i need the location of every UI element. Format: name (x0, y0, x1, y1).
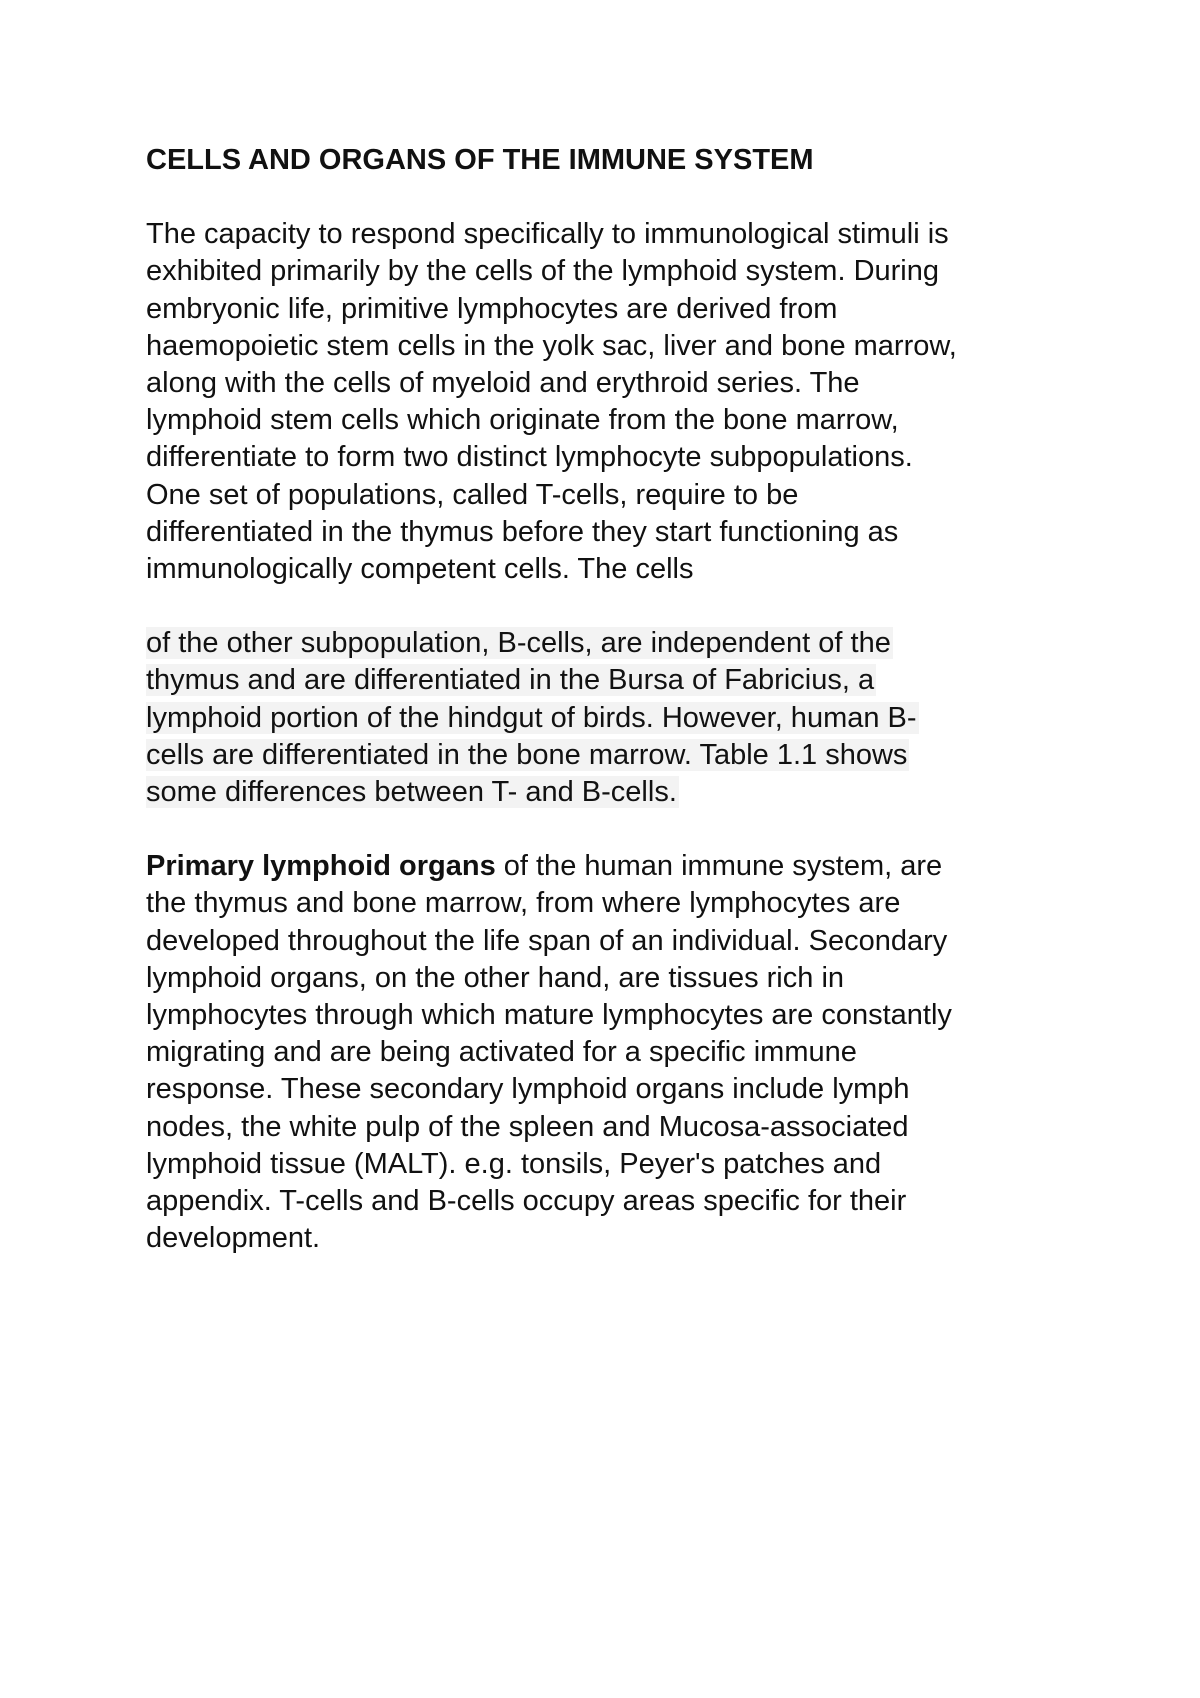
paragraph-line: cells are differentiated in the bone marrow. Table 1.1 shows (146, 738, 908, 771)
paragraph-line: lymphoid portion of the hindgut of birds. However, human B- (146, 701, 917, 734)
paragraph-line: development. (146, 1222, 321, 1255)
paragraph-line: the thymus and bone marrow, from where lymphocytes are (146, 887, 901, 920)
paragraph-line: response. These secondary lymphoid organs include lymph (146, 1073, 910, 1106)
paragraph-line: along with the cells of myeloid and erythroid series. The (146, 367, 860, 400)
paragraph-line: nodes, the white pulp of the spleen and Mucosa-associated (146, 1110, 909, 1143)
paragraph-bcells-highlighted (146, 625, 1076, 811)
paragraph-line: differentiated in the thymus before they start functioning as (146, 515, 899, 548)
paragraph-line: lymphoid organs, on the other hand, are tissues rich in (146, 961, 845, 994)
bold-term: Primary lymphoid organs (146, 850, 496, 883)
paragraph-line: lymphoid tissue (MALT). e.g. tonsils, Peyer's patches and (146, 1147, 882, 1180)
paragraph-line: of the other subpopulation, B-cells, are independent of the (146, 627, 891, 660)
paragraph-line: One set of populations, called T-cells, require to be (146, 478, 799, 511)
paragraph-line: exhibited primarily by the cells of the lymphoid system. During (146, 255, 939, 288)
paragraph-line: thymus and are differentiated in the Bursa of Fabricius, a (146, 664, 875, 697)
document-body (146, 142, 1076, 1294)
paragraph-intro (146, 216, 1076, 588)
paragraph-line: embryonic life, primitive lymphocytes are derived from (146, 292, 838, 325)
paragraph-line-rest: of the human immune system, are (495, 850, 943, 883)
paragraph-line: lymphocytes through which mature lymphocytes are constantly (146, 999, 952, 1032)
paragraph-line: immunologically competent cells. The cells (146, 553, 694, 586)
paragraph-line: differentiate to form two distinct lymphocyte subpopulations. (146, 441, 913, 474)
paragraph-line: migrating and are being activated for a specific immune (146, 1036, 857, 1069)
document-title: CELLS AND ORGANS OF THE IMMUNE SYSTEM (146, 144, 814, 176)
paragraph-line: some differences between T- and B-cells. (146, 776, 677, 809)
paragraph-line: lymphoid stem cells which originate from the bone marrow, (146, 404, 899, 437)
paragraph-line: developed throughout the life span of an individual. Secondary (146, 924, 948, 957)
paragraph-line: The capacity to respond specifically to immunological stimuli is (146, 218, 949, 251)
paragraph-lymphoid-organs (146, 848, 1076, 1257)
paragraph-line: haemopoietic stem cells in the yolk sac, liver and bone marrow, (146, 329, 957, 362)
paragraph-line: appendix. T-cells and B-cells occupy areas specific for their (146, 1185, 907, 1218)
